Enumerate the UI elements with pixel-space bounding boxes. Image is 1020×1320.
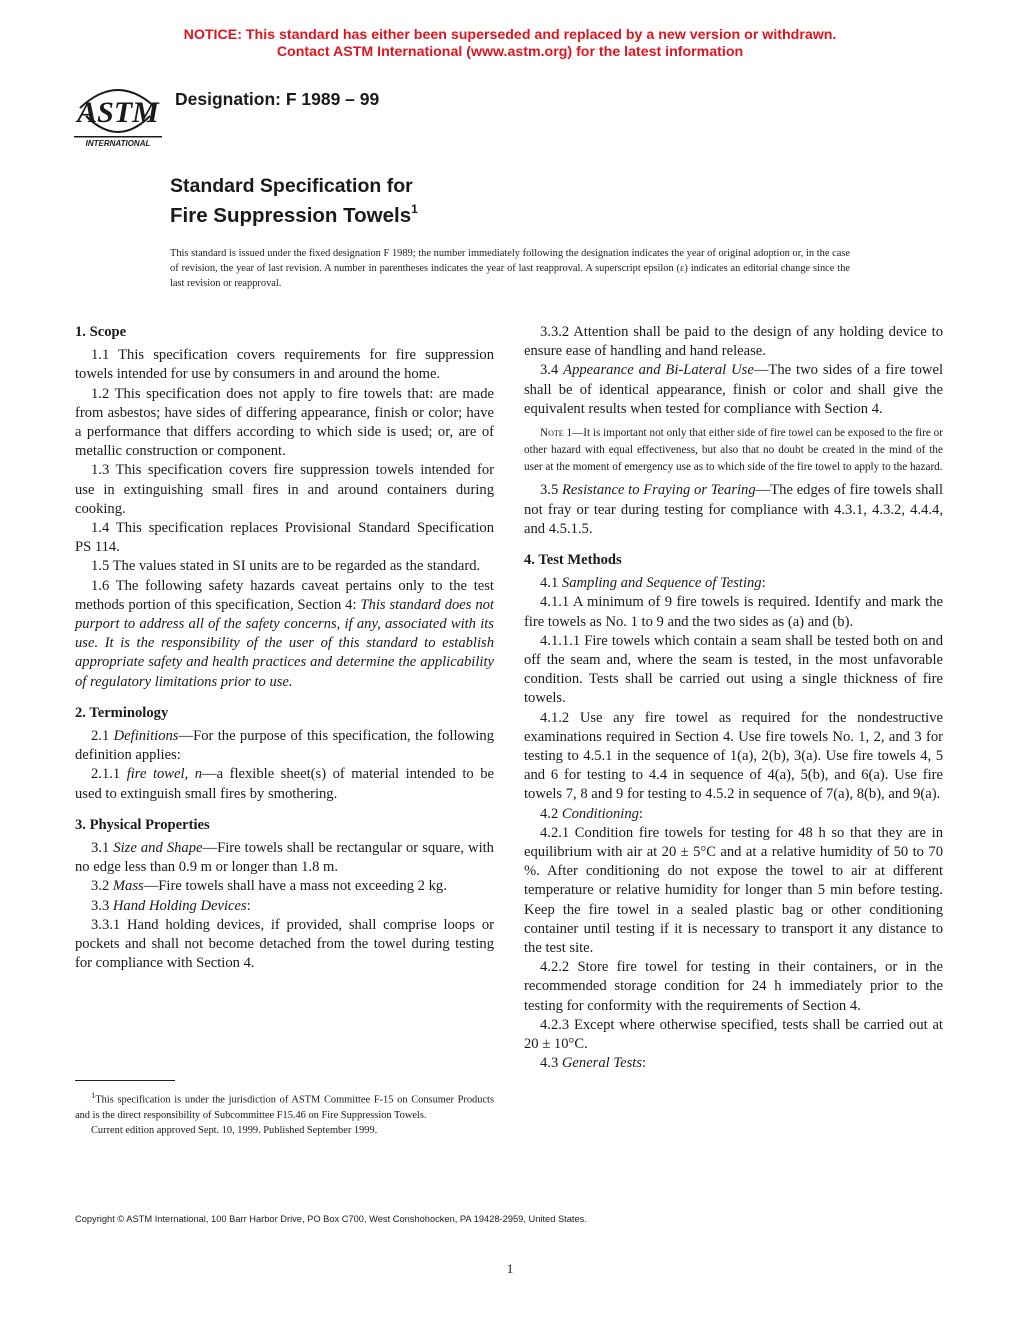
title-line-2-text: Fire Suppression Towels <box>170 203 412 227</box>
para-1-6-caveat: This standard does not purport to address all of the safety concerns, if any, associated with its use. It is the responsibility of the user of this standard to establish appropriate safety and health practices and determine the applicability of regulatory limitations prior to use. <box>75 596 494 690</box>
para-3-2-text: —Fire towels shall have a mass not exceeding 2 kg. <box>143 878 447 895</box>
right-column <box>524 323 943 1074</box>
para-3-5 <box>524 481 943 539</box>
para-2-1-text: —For the purpose of this specification, the following definition applies: <box>75 728 495 764</box>
para-3-3-num: 3.3 <box>91 897 113 914</box>
para-4-1-num: 4.1 <box>540 575 562 592</box>
para-1-6 <box>75 577 494 692</box>
notice-line-1: NOTICE: This standard has either been superseded and replaced by a new version or withdrawn. <box>183 27 837 43</box>
para-4-2-term: Conditioning <box>561 805 639 822</box>
para-4-2-text: : <box>638 805 643 822</box>
para-3-3-1: 3.3.1 Hand holding devices, if provided, shall comprise loops or pockets and shall not become detached from the towel during testing for compliance with Section 4. <box>75 916 494 972</box>
para-4-3-num: 4.3 <box>540 1055 562 1072</box>
para-3-3-text: : <box>246 897 251 914</box>
para-3-3-2: 3.3.2 Attention shall be paid to the design of any holding device to ensure ease of handling and hand release. <box>524 324 943 360</box>
title-line-1: Standard Specification for <box>170 175 413 197</box>
para-3-5-term: Resistance to Fraying or Tearing <box>562 482 756 499</box>
notice-line-2: Contact ASTM International (www.astm.org) for the latest information <box>276 44 744 60</box>
para-2-1 <box>75 727 494 765</box>
para-2-1-1-term: fire towel, n <box>126 766 203 783</box>
logo-subtext: INTERNATIONAL <box>85 139 151 148</box>
note-1-label: Note 1 <box>540 427 573 440</box>
para-3-5-text: —The edges of fire towels shall not fray or tear during testing for compliance with 4.3.1, 4.3.2, 4.4.4, and 4.5.1.5. <box>524 482 944 537</box>
para-3-2-term: Mass <box>112 878 144 895</box>
para-4-3 <box>524 1054 943 1073</box>
para-1-5: 1.5 The values stated in SI units are to be regarded as the standard. <box>91 558 481 575</box>
para-1-6-text: 1.6 The following safety hazards caveat pertains only to the test methods portion of this specification, Section 4: <box>75 577 494 613</box>
astm-international-logo <box>72 78 164 150</box>
para-3-3 <box>75 897 494 916</box>
para-4-3-text: : <box>642 1055 647 1072</box>
title-footnote-mark: 1 <box>411 202 418 216</box>
para-2-1-num: 2.1 <box>91 728 114 745</box>
para-3-1-term: Size and Shape <box>113 840 203 857</box>
note-1 <box>524 425 943 475</box>
logo-text: ASTM <box>77 96 159 129</box>
section-1-heading: 1. Scope <box>75 324 127 340</box>
para-3-2 <box>75 877 494 896</box>
para-4-2 <box>524 805 943 824</box>
para-4-1 <box>524 574 943 593</box>
para-1-1: 1.1 This specification covers requirements for fire suppression towels intended for use by consumers in and around the home. <box>75 347 494 383</box>
para-3-4-term: Appearance and Bi-Lateral Use <box>563 362 754 379</box>
para-3-1-num: 3.1 <box>91 840 114 857</box>
para-4-2-3: 4.2.3 Except where otherwise specified, tests shall be carried out at 20 ± 10°C. <box>524 1016 943 1053</box>
para-3-4 <box>524 361 943 419</box>
para-3-1-text: —Fire towels shall be rectangular or square, with no edge less than 0.9 m or longer than 1.8 m. <box>75 840 494 876</box>
section-2-heading: 2. Terminology <box>75 704 169 721</box>
footnote-1 <box>75 1088 494 1123</box>
para-3-5-num: 3.5 <box>540 482 562 499</box>
para-4-1-2: 4.1.2 Use any fire towel as required for the nondestructive examinations required in Section 4. Use fire towels No. 1, 2, and 3 for testing to 4.5.1 in the sequence of 1(a), 2(b), 3(a). Use fire towels 4, 5 and 6 for testing to 4.4 in sequence of 4(a), 5(b), and 6(a). Use fire towels 7, 8 and 9 for testing to 4.5.2 in sequence of 7(a), 8(b), and 9(a). <box>524 709 943 803</box>
title-line-2 <box>170 198 418 228</box>
para-1-2: 1.2 This specification does not apply to fire towels that: are made from asbestos; have sides of differing appearance, finish or color; have a performance that differs according to which side is used; or, are of metallic construction or component. <box>75 385 494 460</box>
para-3-2-num: 3.2 <box>91 878 113 895</box>
para-4-3-term: General Tests <box>561 1055 643 1072</box>
section-3-heading: 3. Physical Properties <box>75 816 210 833</box>
para-3-3-term: Hand Holding Devices <box>112 897 247 914</box>
copyright: Copyright © ASTM International, 100 Barr Harbor Drive, PO Box C700, West Conshohocken, PA 19428-2959, United States. <box>75 1214 587 1224</box>
para-3-4-text: —The two sides of a fire towel shall be of identical appearance, finish or color and shall give the equivalent results when tested for compliance with Section 4. <box>524 362 944 417</box>
para-3-4-num: 3.4 <box>540 362 564 379</box>
para-4-2-1: 4.2.1 Condition fire towels for testing for 48 h so that they are in equilibrium with air at 20 ± 5°C and at a relative humidity of 50 to 70 %. After conditioning do not expose the towel to air at different temperature or relative humidity for longer than 5 min before testing. Keep the fire towel in a sealed plastic bag or other conditioning container until testing if it is necessary to transport it any distance to the test site. <box>524 824 943 957</box>
left-column <box>75 323 494 974</box>
para-4-2-num: 4.2 <box>540 805 562 822</box>
para-2-1-1-text: —a flexible sheet(s) of material intended to be used to extinguish small fires by smothering. <box>75 766 494 802</box>
para-4-1-term: Sampling and Sequence of Testing <box>561 575 762 592</box>
footnote-text: This specification is under the jurisdiction of ASTM Committee F-15 on Consumer Products and is the direct responsibility of Subcommittee F15.46 on Fire Suppression Towels. <box>75 1094 494 1121</box>
para-2-1-1-num: 2.1.1 <box>91 766 127 783</box>
para-3-1 <box>75 839 494 877</box>
para-2-1-term: Definitions <box>113 728 179 745</box>
supersede-notice <box>0 27 1020 61</box>
para-4-1-1-1: 4.1.1.1 Fire towels which contain a seam shall be tested both on and off the seam and, where the seam is tested, in the most unfavorable condition. Tests shall be carried out using a single thickness of fire towels. <box>524 632 943 707</box>
footnote <box>75 1088 494 1139</box>
para-1-3: 1.3 This specification covers fire suppression towels intended for use in extinguishing small fires in and around containers during cooking. <box>75 462 494 517</box>
para-4-2-2: 4.2.2 Store fire towel for testing in their containers, or in the recommended storage condition for 24 h immediately prior to the testing for conformity with the requirements of Section 4. <box>524 959 943 1014</box>
page-number: 1 <box>506 1261 514 1276</box>
para-4-1-1: 4.1.1 A minimum of 9 fire towels is required. Identify and mark the fire towels as No. 1 to 9 and the two sides as (a) and (b). <box>524 594 943 630</box>
note-1-text: —It is important not only that either side of fire towel can be exposed to the fire or other hazard with equal effectiveness, but also that no doubt be created in the mind of the user at the moment of emergency use as to which side of the fire towel to apply to the hazard. <box>524 427 943 473</box>
footnote-rule <box>75 1080 175 1081</box>
document-title <box>170 174 418 228</box>
section-4-heading: 4. Test Methods <box>524 552 622 569</box>
para-2-1-1 <box>75 765 494 803</box>
para-4-1-text: : <box>761 575 766 592</box>
issued-note: This standard is issued under the fixed designation F 1989; the number immediately following the designation indicates the year of original adoption or, in the case of revision, the year of last revision. A number in parentheses indicates the year of last reapproval. A superscript epsilon (ε) indicates an editorial change since the last revision or reapproval. <box>170 248 850 289</box>
designation: Designation: F 1989 – 99 <box>175 89 380 109</box>
astm-logo-icon <box>72 78 164 150</box>
footnote-edition: Current edition approved Sept. 10, 1999. Published September 1999. <box>91 1125 378 1137</box>
footnote-mark: 1 <box>91 1090 96 1100</box>
para-1-4: 1.4 This specification replaces Provisional Standard Specification PS 114. <box>75 520 494 556</box>
